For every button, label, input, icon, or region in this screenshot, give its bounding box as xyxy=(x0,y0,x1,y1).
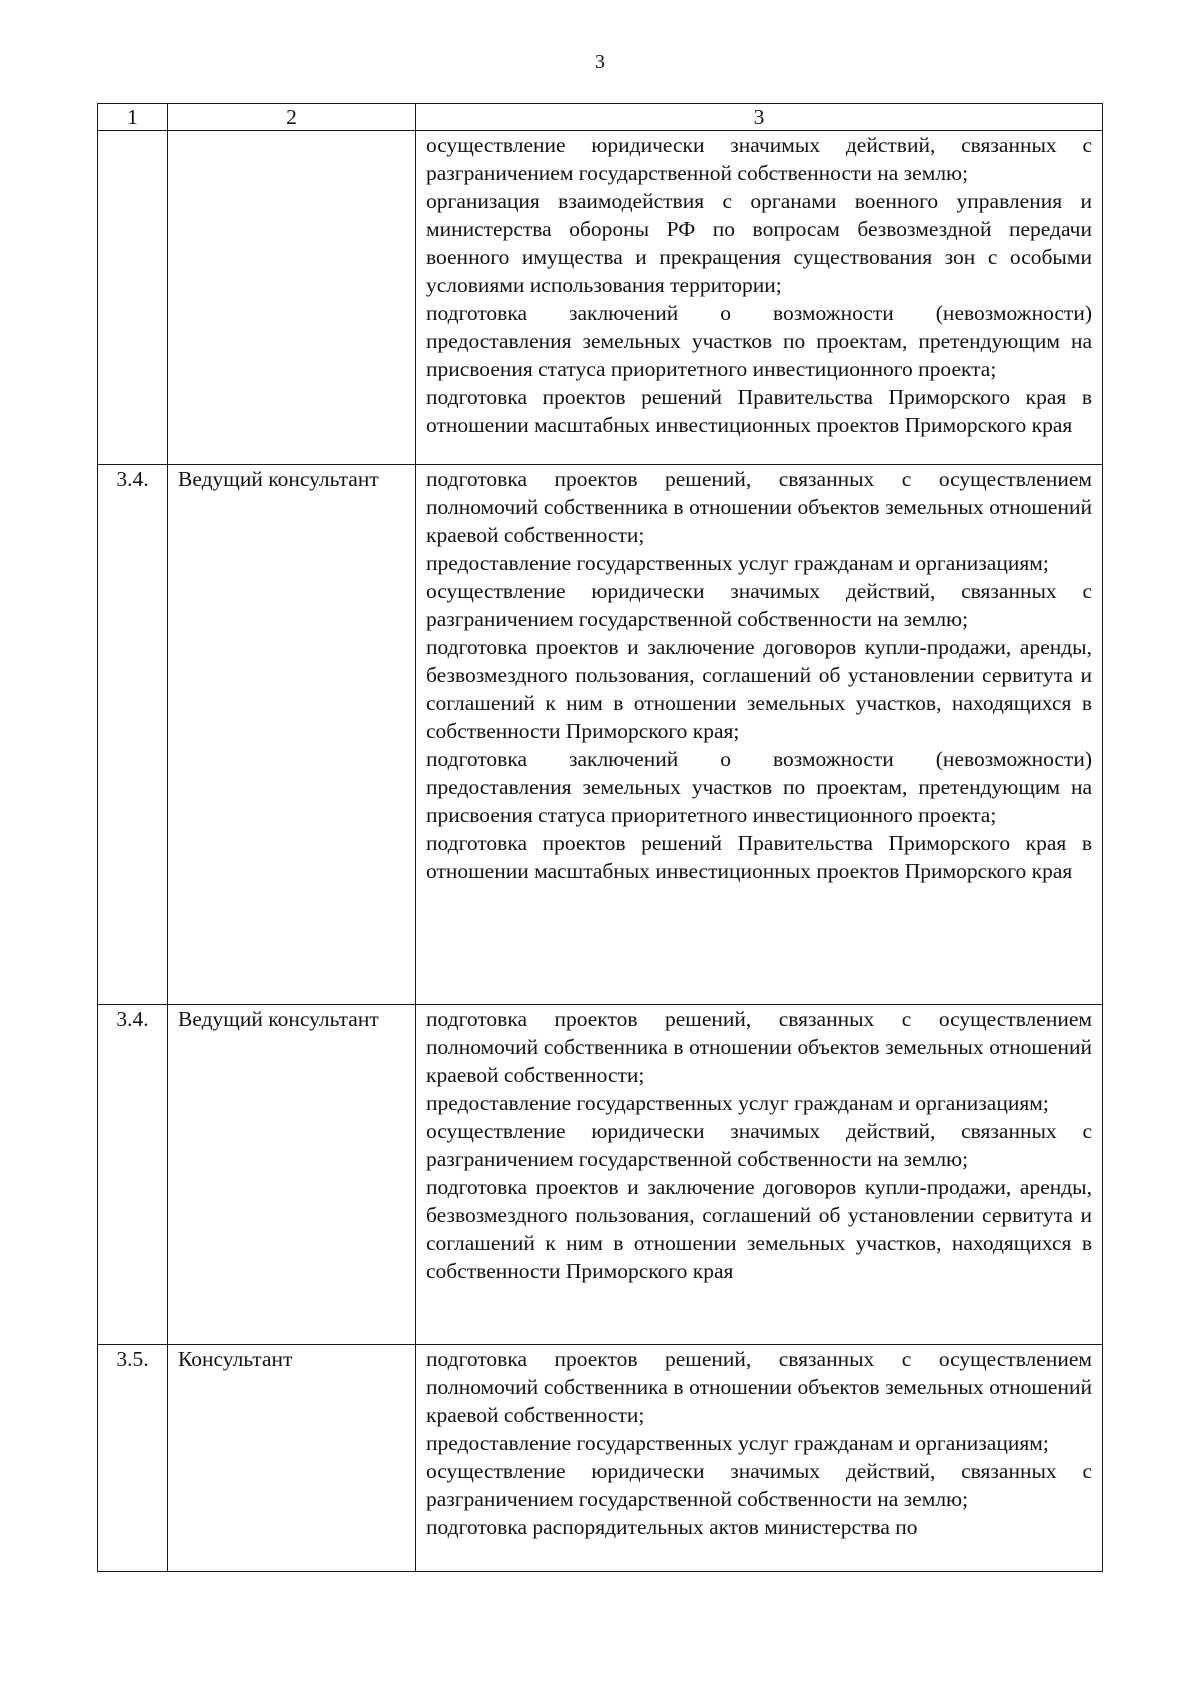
position-name xyxy=(168,131,416,465)
duty-item: осуществление юридически значимых действий, связанных с разграничением государственной собственности на землю; xyxy=(426,1119,1092,1171)
duties-cell xyxy=(416,1005,1103,1345)
duty-item: осуществление юридически значимых действий, связанных с разграничением государственной собственности на землю; xyxy=(426,579,1092,631)
duty-item: осуществление юридически значимых действий, связанных с разграничением государственной собственности на землю; xyxy=(426,133,1092,185)
table-row xyxy=(98,1005,1103,1345)
table-row xyxy=(98,465,1103,1005)
duty-item: предоставление государственных услуг гражданам и организациям; xyxy=(426,1091,1049,1115)
duty-item: подготовка проектов решений Правительства Приморского края в отношении масштабных инвестиционных проектов Приморского края xyxy=(426,385,1092,437)
duties-cell xyxy=(416,465,1103,1005)
duty-item: подготовка проектов и заключение договоров купли-продажи, аренды, безвозмездного пользования, соглашений об установлении сервитута и соглашений к ним в отношении земельных участков, находящихся в собственности Приморского края xyxy=(426,1175,1092,1283)
header-cell-1: 1 xyxy=(98,104,168,131)
duty-item: предоставление государственных услуг гражданам и организациям; xyxy=(426,551,1049,575)
page-number: 3 xyxy=(595,51,605,73)
header-cell-2: 2 xyxy=(168,104,416,131)
row-number: 3.4. xyxy=(98,465,168,1005)
row-number: 3.5. xyxy=(98,1345,168,1572)
table-row xyxy=(98,1345,1103,1572)
duty-item: подготовка заключений о возможности (невозможности) предоставления земельных участков по проектам, претендующим на присвоения статуса приоритетного инвестиционного проекта; xyxy=(426,747,1092,827)
duty-item: подготовка проектов решений, связанных с осуществлением полномочий собственника в отношении объектов земельных отношений краевой собственности; xyxy=(426,467,1092,547)
duty-item: подготовка проектов решений, связанных с осуществлением полномочий собственника в отношении объектов земельных отношений краевой собственности; xyxy=(426,1347,1092,1427)
duty-item: осуществление юридически значимых действий, связанных с разграничением государственной собственности на землю; xyxy=(426,1459,1092,1511)
duty-item: подготовка распорядительных актов министерства по xyxy=(426,1515,918,1539)
position-name: Консультант xyxy=(168,1345,416,1572)
duties-cell xyxy=(416,1345,1103,1572)
row-number: 3.4. xyxy=(98,1005,168,1345)
table-body xyxy=(98,131,1103,1572)
row-number xyxy=(98,131,168,465)
table-header xyxy=(98,104,1103,131)
position-name: Ведущий консультант xyxy=(168,1005,416,1345)
position-name: Ведущий консультант xyxy=(168,465,416,1005)
duties-table xyxy=(97,103,1103,1572)
duties-cell xyxy=(416,131,1103,465)
duty-item: подготовка заключений о возможности (невозможности) предоставления земельных участков по проектам, претендующим на присвоения статуса приоритетного инвестиционного проекта; xyxy=(426,301,1092,381)
duty-item: предоставление государственных услуг гражданам и организациям; xyxy=(426,1431,1049,1455)
table-row xyxy=(98,131,1103,465)
duty-item: подготовка проектов и заключение договоров купли-продажи, аренды, безвозмездного пользования, соглашений об установлении сервитута и соглашений к ним в отношении земельных участков, находящихся в собственности Приморского края; xyxy=(426,635,1092,743)
header-row xyxy=(98,104,1103,131)
duty-item: подготовка проектов решений, связанных с осуществлением полномочий собственника в отношении объектов земельных отношений краевой собственности; xyxy=(426,1007,1092,1087)
duty-item: организация взаимодействия с органами военного управления и министерства обороны РФ по вопросам безвозмездной передачи военного имущества и прекращения существования зон с особыми условиями использования территории; xyxy=(426,189,1092,297)
header-cell-3: 3 xyxy=(416,104,1103,131)
duty-item: подготовка проектов решений Правительства Приморского края в отношении масштабных инвестиционных проектов Приморского края xyxy=(426,831,1092,883)
